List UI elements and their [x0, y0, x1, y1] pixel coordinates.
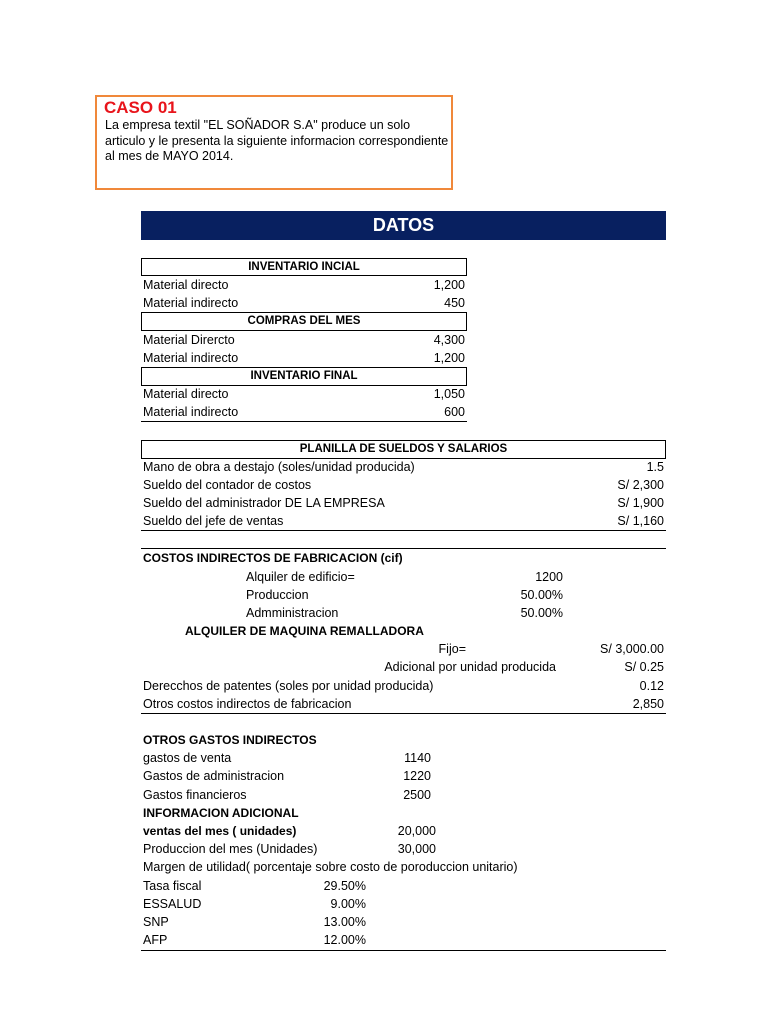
divider	[141, 950, 666, 951]
cif-header: COSTOS INDIRECTOS DE FABRICACION (cif)	[143, 551, 403, 565]
case-title: CASO 01	[104, 98, 177, 117]
planilla-label-0: Mano de obra a destajo (soles/unidad producida)	[143, 460, 415, 474]
inv-fin-value-0: 1,050	[433, 387, 465, 401]
adicional-label: Adicional por unidad producida	[384, 660, 556, 674]
tasa-label-3: AFP	[143, 933, 168, 947]
otros-gastos-header: OTROS GASTOS INDIRECTOS	[143, 733, 317, 747]
info-adicional-header: INFORMACION ADICIONAL	[143, 806, 299, 820]
tasa-value-0: 29.50%	[323, 879, 366, 893]
compras-label-0: Material Dirercto	[143, 333, 235, 347]
margen-label: Margen de utilidad( porcentaje sobre costo de poroduccion unitario)	[143, 860, 518, 874]
produccion-mes-label: Produccion del mes (Unidades)	[143, 842, 318, 856]
otros-cif-label: Otros costos indirectos de fabricacion	[143, 697, 352, 711]
inventario-inicial-header: INVENTARIO INCIAL	[141, 258, 467, 276]
tasa-value-2: 13.00%	[323, 915, 366, 929]
inv-fin-label-1: Material indirecto	[143, 405, 239, 419]
cif-produccion-value: 50.00%	[520, 588, 563, 602]
gastos-value-0: 1140	[404, 751, 431, 765]
planilla-label-2: Sueldo del administrador DE LA EMPRESA	[143, 496, 385, 510]
cif-admin-label: Admministracion	[246, 606, 339, 620]
tasa-label-0: Tasa fiscal	[143, 879, 202, 893]
tasa-label-2: SNP	[143, 915, 169, 929]
planilla-label-1: Sueldo del contador de costos	[143, 478, 312, 492]
divider	[141, 713, 666, 714]
case-description: La empresa textil "EL SOÑADOR S.A" produce un solo articulo y le presenta la siguiente informacion correspondiente al mes de MAYO 2014.	[105, 118, 449, 163]
otros-cif-value: 2,850	[632, 697, 664, 711]
inv-ini-value-0: 1,200	[433, 278, 465, 292]
inv-ini-label-1: Material indirecto	[143, 296, 239, 310]
fijo-label: Fijo=	[438, 642, 466, 656]
planilla-value-0: 1.5	[646, 460, 664, 474]
tasa-label-1: ESSALUD	[143, 897, 202, 911]
inv-ini-value-1: 450	[444, 296, 465, 310]
inv-ini-label-0: Material directo	[143, 278, 229, 292]
compras-header: COMPRAS DEL MES	[141, 312, 467, 331]
ventas-label: ventas del mes ( unidades)	[143, 824, 297, 838]
planilla-header: PLANILLA DE SUELDOS Y SALARIOS	[141, 440, 666, 459]
gastos-value-2: 2500	[403, 788, 431, 802]
ventas-value: 20,000	[397, 824, 436, 838]
gastos-label-0: gastos de venta	[143, 751, 232, 765]
produccion-mes-value: 30,000	[397, 842, 436, 856]
patentes-value: 0.12	[639, 679, 664, 693]
cif-alquiler-value: 1200	[535, 570, 563, 584]
fijo-value: S/ 3,000.00	[600, 642, 664, 656]
inventario-final-header: INVENTARIO FINAL	[141, 367, 467, 386]
compras-label-1: Material indirecto	[143, 351, 239, 365]
tasa-value-3: 12.00%	[323, 933, 366, 947]
cif-produccion-label: Produccion	[246, 588, 309, 602]
gastos-label-2: Gastos financieros	[143, 788, 247, 802]
gastos-label-1: Gastos de administracion	[143, 769, 285, 783]
planilla-value-2: S/ 1,900	[617, 496, 664, 510]
inv-fin-value-1: 600	[444, 405, 465, 419]
divider	[141, 421, 467, 422]
inv-fin-label-0: Material directo	[143, 387, 229, 401]
patentes-label: Derecchos de patentes (soles por unidad producida)	[143, 679, 434, 693]
planilla-value-1: S/ 2,300	[617, 478, 664, 492]
compras-value-0: 4,300	[433, 333, 465, 347]
maquina-header: ALQUILER DE MAQUINA REMALLADORA	[185, 624, 424, 638]
cif-admin-value: 50.00%	[520, 606, 563, 620]
divider	[141, 530, 666, 531]
datos-title: DATOS	[141, 211, 666, 240]
gastos-value-1: 1220	[403, 769, 431, 783]
planilla-label-3: Sueldo del jefe de ventas	[143, 514, 284, 528]
cif-alquiler-label: Alquiler de edificio=	[246, 570, 355, 584]
compras-value-1: 1,200	[433, 351, 465, 365]
planilla-value-3: S/ 1,160	[617, 514, 664, 528]
adicional-value: S/ 0.25	[624, 660, 664, 674]
divider	[141, 548, 666, 549]
tasa-value-1: 9.00%	[330, 897, 366, 911]
